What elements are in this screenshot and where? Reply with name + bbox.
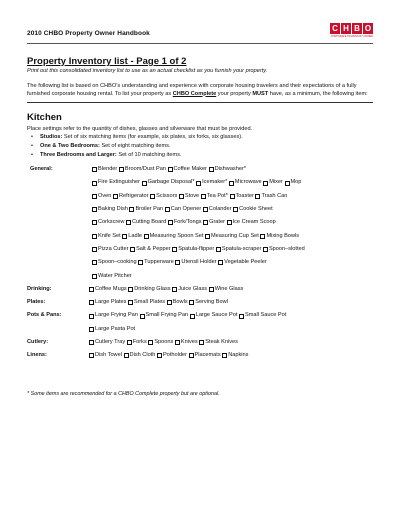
item-group [89,324,373,337]
checklist-item[interactable] [113,191,149,202]
checklist-item[interactable] [218,257,267,268]
place-setting-item [27,142,373,151]
item-label: Refrigerator [118,192,149,199]
item-group [92,204,373,217]
item-label: Broiler Pan [135,206,164,213]
checklist-item[interactable] [92,231,121,242]
checklist-item[interactable] [203,204,232,215]
checklist-item[interactable] [175,257,216,268]
item-label: Spatula-scraper [221,245,262,252]
checkbox[interactable] [165,207,170,212]
checklist-item[interactable] [167,297,188,308]
checklist-item[interactable] [92,204,128,215]
checklist-item[interactable] [138,257,174,268]
checkbox[interactable] [218,260,223,265]
checkbox[interactable] [92,220,97,225]
checklist-item[interactable] [172,244,214,255]
checklist-item[interactable] [239,310,286,321]
item-label: Garbage Disposal* [147,179,195,186]
checklist-item[interactable] [89,337,125,348]
item-label: Fire Extinguisher [98,179,140,186]
checklist-item[interactable] [203,217,225,228]
item-label: Spatula-flipper [178,245,215,252]
inventory-row [27,257,373,270]
checklist-item[interactable] [205,231,259,242]
item-group [89,350,373,363]
item-label: Mixer [269,179,283,186]
checkbox[interactable] [138,260,143,265]
section-divider [27,102,373,103]
checklist-item[interactable] [229,177,262,188]
checklist-item[interactable] [168,164,207,175]
checkbox[interactable] [172,287,177,292]
checkbox[interactable] [89,287,94,292]
category-label [27,231,92,244]
checkbox[interactable] [222,353,227,358]
checkbox[interactable] [205,234,210,239]
checkbox[interactable] [122,234,127,239]
checklist-item[interactable] [260,231,299,242]
category-label [27,244,92,257]
checkbox[interactable] [199,340,204,345]
inventory-row [27,324,373,337]
item-label: Cookie Sheet [239,206,273,213]
item-label: Coffee Mugs [95,285,127,292]
checklist-item[interactable] [233,204,273,215]
item-group [92,257,373,270]
item-label: Juice Glass [178,285,208,292]
inventory-row [27,271,373,284]
handbook-title: 2010 CHBO Property Owner Handbook [27,30,150,37]
category-label: Pots & Pans: [27,312,62,319]
item-label: Large Frying Pan [95,312,138,319]
category-label [27,271,92,284]
intro-text-3: have, as a minimum, the following item: [268,90,368,97]
checklist-item[interactable] [128,297,165,308]
checklist-item[interactable] [199,337,238,348]
logo-letter: H [341,23,351,34]
item-label: Large Plates [95,299,127,306]
checkbox[interactable] [175,340,180,345]
item-group [92,164,373,177]
checkbox[interactable] [130,247,135,252]
item-label: Fork/Tongs [173,219,202,226]
checklist-item[interactable] [129,204,163,215]
checklist-item[interactable] [255,191,287,202]
category-label [27,204,92,217]
checklist-item[interactable] [92,217,124,228]
item-label: Corkscrew [98,219,125,226]
category-label: Linens: [27,352,47,359]
checklist-item[interactable] [92,177,140,188]
checkbox[interactable] [216,247,221,252]
checkbox[interactable] [239,314,244,319]
checklist-item[interactable] [89,324,135,335]
checklist-item[interactable] [130,244,171,255]
checklist-item[interactable] [127,337,147,348]
checkbox[interactable] [229,181,234,186]
place-setting-item [27,133,373,142]
category-label [27,257,92,270]
item-group [89,310,373,323]
page-subtitle: Print out this consolidated inventory list to use as an actual checklist as you furnish your property. [27,68,268,74]
checkbox[interactable] [285,181,290,186]
item-label: Toaster [235,192,254,199]
checkbox[interactable] [189,353,194,358]
item-group [92,231,373,244]
checklist-item[interactable] [150,191,177,202]
item-label: Ladle [128,232,142,239]
item-label: Vegetable Peeler [224,259,267,266]
item-group [92,244,373,257]
item-label: Mixing Bowls [266,232,300,239]
inventory-row [27,337,373,350]
checkbox[interactable] [209,287,214,292]
item-label: Steak Knives [205,339,238,346]
checklist-item[interactable] [168,217,202,228]
bullet-text: Set of 10 matching items. [116,152,182,159]
checklist-item[interactable] [92,191,111,202]
checklist-item[interactable] [263,244,305,255]
checkbox[interactable] [89,314,94,319]
checkbox[interactable] [129,207,134,212]
item-label: Coffee Maker [173,166,207,173]
checkbox[interactable] [142,181,147,186]
item-label: Dishwasher* [214,166,246,173]
item-label: Icemaker* [202,179,228,186]
checklist-item[interactable] [89,297,126,308]
bullet-icon: • [31,152,33,159]
item-label: Dish Towel [95,352,122,359]
item-label: Pizza Cutter [98,245,129,252]
item-label: Potholder [162,352,187,359]
checkbox[interactable] [92,274,97,279]
checklist-item[interactable] [157,350,187,361]
checkbox[interactable] [92,167,97,172]
footnote: * Some items are recommended for a CHBO Complete property but are optional. [27,391,220,397]
checkbox[interactable] [263,181,268,186]
logo-letter: B [352,23,362,34]
checkbox[interactable] [128,287,133,292]
item-label: Spoon–cooking [98,259,137,266]
checkbox[interactable] [148,340,153,345]
item-label: Spoons [154,339,174,346]
item-label: Knife Set [98,232,121,239]
logo-letter: O [364,24,372,33]
item-label: Tupperware [144,259,174,266]
place-settings-note: Place settings refer to the quantity of dishes, glasses and silverware that must be provided. [27,126,253,133]
item-group [89,284,373,297]
category-label: Drinking: [27,285,52,292]
checklist-item[interactable] [165,204,201,215]
item-label: Trash Can [261,192,288,199]
item-label: Forks [132,339,147,346]
item-label: Microwave [234,179,262,186]
item-label: Cutlery Tray [95,339,126,346]
bullet-label: Studios: [40,134,63,141]
item-label: Broom/Dust Pan [124,166,166,173]
intro-text-2: your property [216,90,253,97]
logo-tagline: CORPORATE HOUSING BY OWNER [330,35,373,38]
checkbox[interactable] [89,300,94,305]
bullet-icon: • [31,143,33,150]
item-label: Small Frying Pan [145,312,189,319]
bullet-label: Three Bedrooms and Larger: [40,152,117,159]
item-group [92,191,373,204]
checklist-item[interactable] [92,164,117,175]
item-label: Small Sauce Pot [244,312,287,319]
item-label: Grater [209,219,225,226]
item-label: Mop [290,179,302,186]
checkbox[interactable] [89,327,94,332]
checkbox[interactable] [201,194,206,199]
category-label [27,217,92,230]
inventory-row [27,217,373,230]
item-label: Large Pasta Pot [95,325,136,332]
item-label: Water Pitcher [98,272,132,279]
item-label: Knives [180,339,198,346]
checkbox[interactable] [167,300,172,305]
checkbox[interactable] [175,260,180,265]
intro-paragraph [27,83,373,98]
checkbox[interactable] [263,247,268,252]
logo-letter: C [330,23,340,34]
main-content [27,56,373,364]
item-label: Baking Dish [98,206,128,213]
checkbox[interactable] [92,234,97,239]
checklist-item[interactable] [263,177,283,188]
checklist-item[interactable] [124,350,156,361]
item-group [92,217,373,230]
checkbox[interactable] [150,194,155,199]
checkbox[interactable] [92,181,97,186]
checkbox[interactable] [92,260,97,265]
checklist-item[interactable] [227,217,276,228]
checklist-item[interactable] [209,164,246,175]
bullet-icon: • [31,134,33,141]
checkbox[interactable] [203,220,208,225]
checklist-item[interactable] [216,244,262,255]
category-label [27,324,89,337]
item-label: Cutting Board [132,219,167,226]
bullet-label: One & Two Bedrooms: [40,143,100,150]
logo-letters [330,23,373,34]
inventory-row [27,177,373,190]
checkbox[interactable] [89,340,94,345]
checklist-item[interactable] [189,350,221,361]
checkbox[interactable] [209,167,214,172]
must-emphasis: MUST [252,90,269,97]
item-label: Large Sauce Pot [195,312,238,319]
header-divider [27,43,373,44]
checkbox[interactable] [157,353,162,358]
inventory-row [27,297,373,310]
checkbox[interactable] [92,207,97,212]
checkbox[interactable] [196,181,201,186]
checklist-item[interactable] [189,297,228,308]
item-group [92,271,373,284]
item-label: Ice Cream Scoop [232,219,276,226]
category-label: Plates: [27,299,46,306]
place-settings-list [27,133,373,160]
checklist-item[interactable] [209,284,244,295]
bullet-text: Set of eight matching items. [99,143,171,150]
item-label: Tea Pot* [206,192,228,199]
inventory-row [27,204,373,217]
item-label: Spoon–slotted [268,245,305,252]
item-label: Blender [98,166,118,173]
item-label: Small Plates [134,299,166,306]
checklist-item[interactable] [175,337,198,348]
checkbox[interactable] [92,194,97,199]
checkbox[interactable] [230,194,235,199]
checklist-item[interactable] [190,310,238,321]
category-label [27,177,92,190]
item-group [89,297,373,310]
checkbox[interactable] [128,300,133,305]
checkbox[interactable] [190,314,195,319]
item-label: Scissors [156,192,178,199]
item-label: Napkins [228,352,249,359]
inventory-row [27,164,373,177]
chbo-complete-label: CHBO Complete [172,90,217,97]
item-label: Wine Glass [214,285,244,292]
checklist-item[interactable] [285,177,302,188]
inventory-row [27,350,373,363]
page-title: Property Inventory list - Page 1 of 2 [27,56,187,67]
checklist-item[interactable] [201,191,228,202]
checklist-item[interactable] [196,177,227,188]
inventory-row [27,244,373,257]
item-group [89,337,373,350]
checkbox[interactable] [113,194,118,199]
checklist-item[interactable] [140,310,189,321]
item-label: Oven [98,192,112,199]
checkbox[interactable] [126,220,131,225]
checkbox[interactable] [233,207,238,212]
checklist-item[interactable] [92,257,137,268]
item-label: Salt & Pepper [136,245,171,252]
checklist-item[interactable] [89,350,122,361]
checklist-item[interactable] [230,191,254,202]
inventory-row [27,191,373,204]
checklist-item[interactable] [142,177,195,188]
item-label: Serving Bowl [195,299,228,306]
item-label: Utensil Holder [181,259,217,266]
checkbox[interactable] [119,167,124,172]
checklist-item[interactable] [144,231,204,242]
checklist-item[interactable] [222,350,248,361]
checkbox[interactable] [168,220,173,225]
checkbox[interactable] [255,194,260,199]
section-title: Kitchen [27,112,62,124]
page-header [27,23,373,45]
checklist-item[interactable] [92,271,132,282]
item-label: Measuring Cup Set [210,232,259,239]
bullet-text: Set of six matching items (for example, six plates, six forks, six glasses). [62,134,243,141]
place-setting-item [27,151,373,160]
checklist-item[interactable] [122,231,142,242]
checkbox[interactable] [168,167,173,172]
checkbox[interactable] [179,194,184,199]
checkbox[interactable] [89,353,94,358]
category-label: Cutlery: [27,339,49,346]
checkbox[interactable] [140,314,145,319]
checklist-item[interactable] [126,217,166,228]
item-label: Colander [208,206,232,213]
chbo-logo [329,23,373,41]
inventory-checklist [27,164,373,363]
checklist-item[interactable] [89,284,127,295]
checklist-item[interactable] [172,284,207,295]
checkbox[interactable] [92,247,97,252]
item-label: Can Opener [170,206,202,213]
intro-text-1: The following list is based on CHBO’s understanding and experience with corporate housing travelers and their expectations of a fully furnished corporate housing rental. To list your property as [27,83,357,97]
checklist-item[interactable] [92,244,128,255]
checkbox[interactable] [172,247,177,252]
checklist-item[interactable] [119,164,166,175]
checkbox[interactable] [124,353,129,358]
inventory-row [27,284,373,297]
category-label: General: [30,166,53,173]
category-label [27,191,92,204]
checkbox[interactable] [203,207,208,212]
checklist-item[interactable] [89,310,138,321]
item-label: Stove [184,192,200,199]
checkbox[interactable] [227,220,232,225]
checkbox[interactable] [127,340,132,345]
checkbox[interactable] [260,234,265,239]
inventory-row [27,231,373,244]
item-label: Placemats [194,352,221,359]
checklist-item[interactable] [128,284,170,295]
item-label: Bowls [172,299,188,306]
item-label: Drinking Glass [134,285,171,292]
item-label: Dish Cloth [129,352,156,359]
checklist-item[interactable] [179,191,199,202]
checkbox[interactable] [144,234,149,239]
item-group [92,177,373,190]
inventory-row [27,310,373,323]
checkbox[interactable] [189,300,194,305]
checklist-item[interactable] [148,337,173,348]
item-label: Measuring Spoon Set [149,232,204,239]
